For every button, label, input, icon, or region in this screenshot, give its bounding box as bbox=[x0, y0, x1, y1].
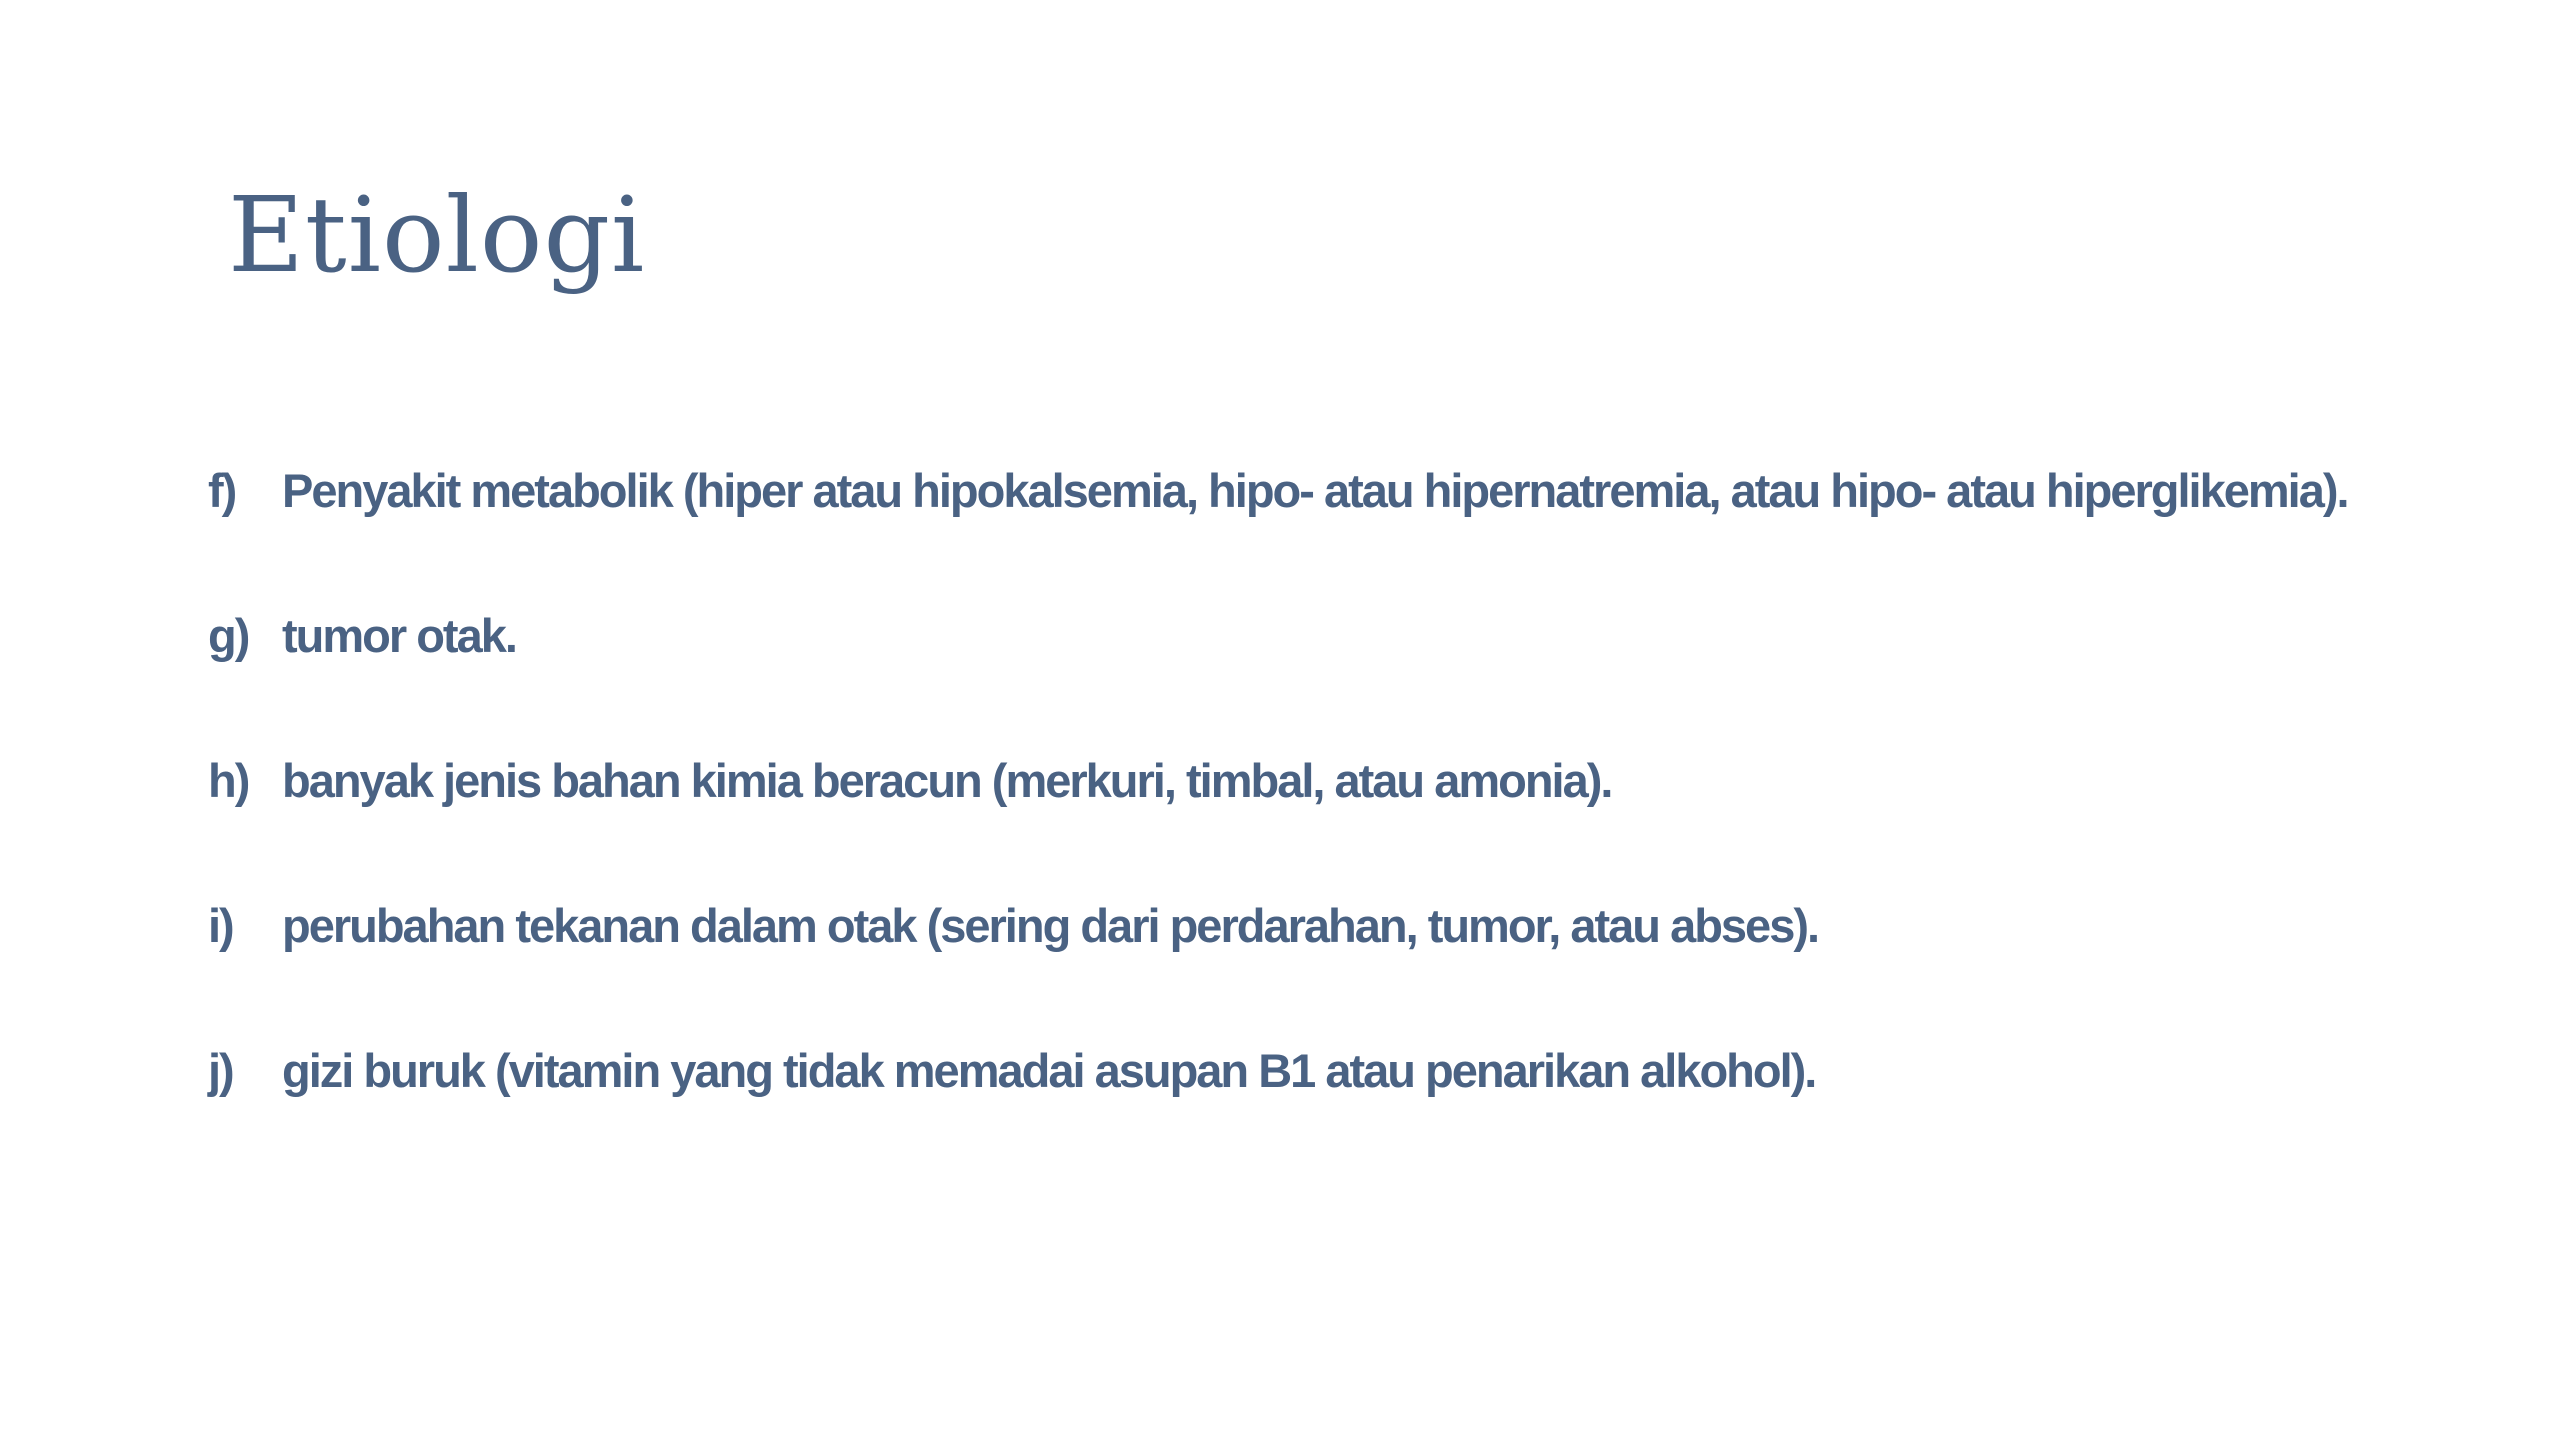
list-item bbox=[208, 745, 2508, 890]
etiology-list bbox=[208, 455, 2508, 1180]
list-item-marker: j) bbox=[208, 1044, 233, 1097]
list-item-text: Penyakit metabolik (hiper atau hipokalsemia, hipo- atau hipernatremia, atau hipo- atau hiperglikemia). bbox=[282, 464, 2348, 517]
list-item-marker: i) bbox=[208, 899, 233, 952]
list-item-marker: h) bbox=[208, 754, 249, 807]
list-item bbox=[208, 455, 2508, 600]
list-item-text: tumor otak. bbox=[282, 609, 516, 662]
list-item bbox=[208, 600, 2508, 745]
list-item bbox=[208, 1035, 2508, 1180]
list-item-text: banyak jenis bahan kimia beracun (merkuri, timbal, atau amonia). bbox=[282, 754, 1612, 807]
list-item bbox=[208, 890, 2508, 1035]
list-item-marker: g) bbox=[208, 609, 249, 662]
list-item-text: perubahan tekanan dalam otak (sering dari perdarahan, tumor, atau abses). bbox=[282, 899, 1819, 952]
list-item-text: gizi buruk (vitamin yang tidak memadai asupan B1 atau penarikan alkohol). bbox=[282, 1044, 1816, 1097]
slide-title: Etiologi bbox=[228, 174, 646, 296]
list-item-marker: f) bbox=[208, 464, 236, 517]
